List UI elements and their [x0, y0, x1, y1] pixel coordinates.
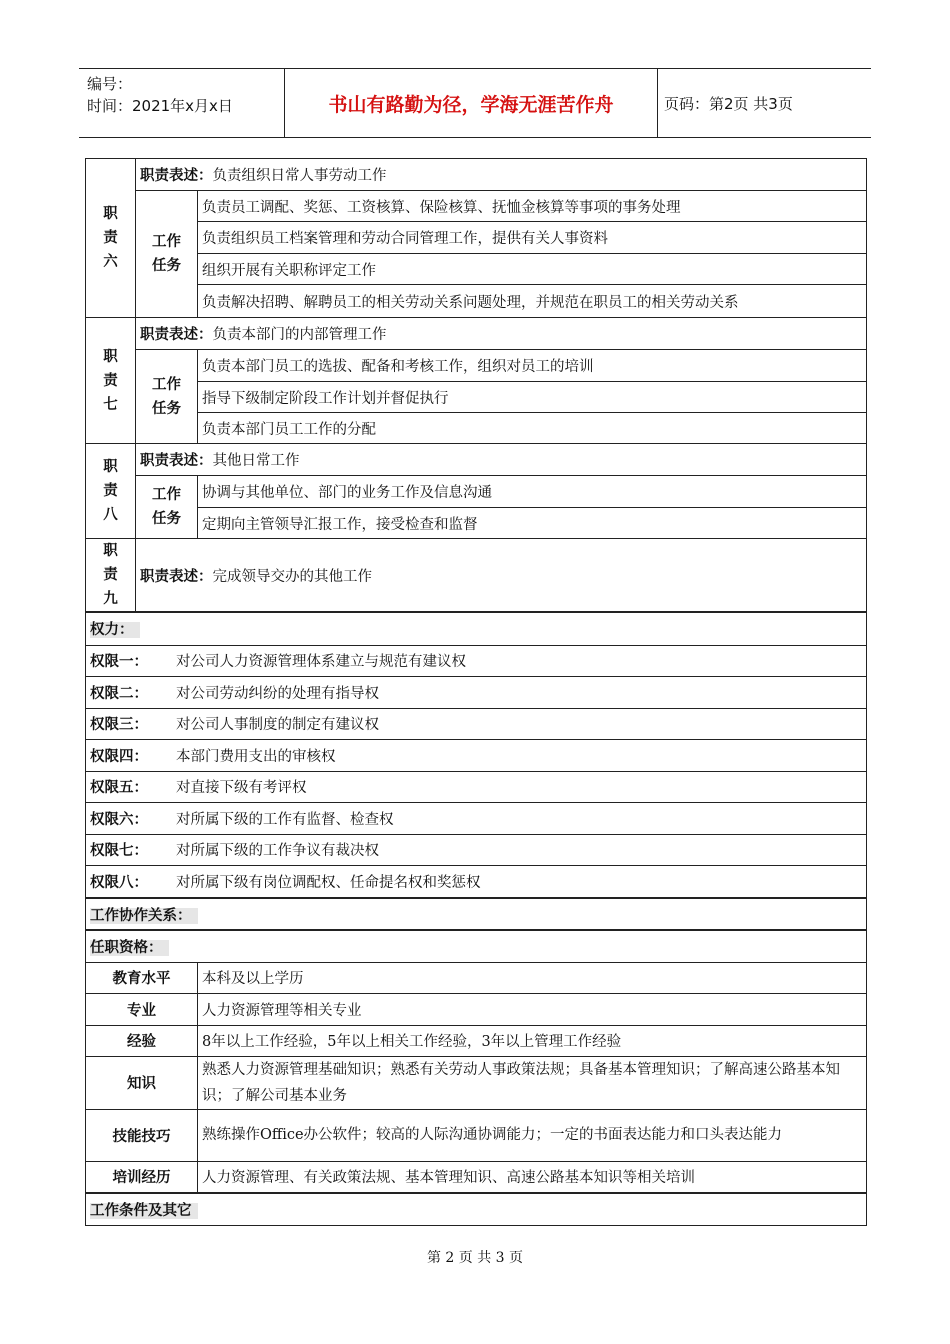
duty-7-task-1: 负责本部门员工的选拔、配备和考核工作，组织对员工的培训	[198, 350, 867, 382]
duty-8-desc: 职责表述：其他日常工作	[136, 444, 867, 476]
duty-6-label: 职 责 六	[86, 159, 136, 318]
page-header	[79, 68, 871, 138]
authority-item-4: 权限四： 本部门费用支出的审核权	[86, 739, 867, 771]
authority-item-7: 权限七： 对所属下级的工作争议有裁决权	[86, 834, 867, 865]
duty-8-desc-row	[86, 444, 867, 476]
duty-9-row	[86, 539, 867, 613]
qual-skills-value: 熟练操作Office办公软件；较高的人际沟通协调能力；一定的书面表达能力和口头表达能力	[198, 1109, 867, 1161]
qual-major-value: 人力资源管理等相关专业	[198, 993, 867, 1025]
authority-item-8: 权限八： 对所属下级有岗位调配权、任命提名权和奖惩权	[86, 865, 867, 898]
duty-9-label: 职 责 九	[86, 539, 136, 613]
qual-major-label: 专业	[86, 993, 198, 1025]
authority-item-6: 权限六： 对所属下级的工作有监督、检查权	[86, 802, 867, 834]
duty-7-task-label: 工作 任务	[136, 350, 198, 444]
duty-6-task-label: 工作 任务	[136, 191, 198, 318]
duty-7-task-2: 指导下级制定阶段工作计划并督促执行	[198, 382, 867, 413]
document-number: 编号：	[87, 75, 133, 93]
authority-item-3: 权限三： 对公司人事制度的制定有建议权	[86, 708, 867, 739]
qual-experience-value: 8年以上工作经验，5年以上相关工作经验，3年以上管理工作经验	[198, 1025, 867, 1056]
duty-6-desc: 职责表述：负责组织日常人事劳动工作	[136, 159, 867, 191]
duty-6-desc-row	[86, 159, 867, 191]
qual-experience-label: 经验	[86, 1025, 198, 1056]
header-page-number: 页码：第2页 共3页	[664, 94, 793, 113]
qual-training-label: 培训经历	[86, 1161, 198, 1193]
duty-9-desc: 职责表述：完成领导交办的其他工作	[136, 539, 867, 613]
header-motto: 书山有路勤为径，学海无涯苦作舟	[284, 69, 658, 137]
duty-8-task-2: 定期向主管领导汇报工作，接受检查和监督	[198, 508, 867, 539]
collaboration-section-title: 工作协作关系：	[86, 898, 867, 930]
document-date: 时间：2021年x月x日	[87, 97, 233, 115]
authority-item-5: 权限五： 对直接下级有考评权	[86, 771, 867, 802]
qual-skills-label: 技能技巧	[86, 1109, 198, 1161]
page-footer: 第 2 页 共 3 页	[426, 1250, 524, 1266]
duty-8-label: 职 责 八	[86, 444, 136, 539]
duty-8-task-1: 协调与其他单位、部门的业务工作及信息沟通	[198, 476, 867, 508]
duty-7-desc: 职责表述：负责本部门的内部管理工作	[136, 318, 867, 350]
qual-knowledge-label: 知识	[86, 1056, 198, 1109]
duty-6-task-1: 负责员工调配、奖惩、工资核算、保险核算、抚恤金核算等事项的事务处理	[198, 191, 867, 222]
duty-8-task-label: 工作 任务	[136, 476, 198, 539]
qualifications-section-title: 任职资格：	[86, 930, 867, 962]
duty-6-task-2: 负责组织员工档案管理和劳动合同管理工作，提供有关人事资料	[198, 222, 867, 254]
qual-knowledge-value: 熟悉人力资源管理基础知识；熟悉有关劳动人事政策法规；具备基本管理知识；了解高速公路基本知识；了解公司基本业务	[198, 1056, 867, 1109]
header-meta	[87, 69, 283, 137]
job-description-table	[85, 158, 867, 1226]
authority-section-title: 权力：	[86, 612, 867, 645]
duty-7-label: 职 责 七	[86, 318, 136, 444]
qual-training-value: 人力资源管理、有关政策法规、基本管理知识、高速公路基本知识等相关培训	[198, 1161, 867, 1193]
qual-education-value: 本科及以上学历	[198, 962, 867, 993]
duty-7-task-3: 负责本部门员工工作的分配	[198, 413, 867, 444]
duty-6-task-4: 负责解决招聘、解聘员工的相关劳动关系问题处理，并规范在职员工的相关劳动关系	[198, 285, 867, 318]
authority-item-2: 权限二： 对公司劳动纠纷的处理有指导权	[86, 676, 867, 708]
duty-6-task-3: 组织开展有关职称评定工作	[198, 254, 867, 285]
duty-7-desc-row	[86, 318, 867, 350]
authority-item-1: 权限一： 对公司人力资源管理体系建立与规范有建议权	[86, 645, 867, 676]
qual-education-label: 教育水平	[86, 962, 198, 993]
conditions-section-title: 工作条件及其它	[86, 1193, 867, 1225]
